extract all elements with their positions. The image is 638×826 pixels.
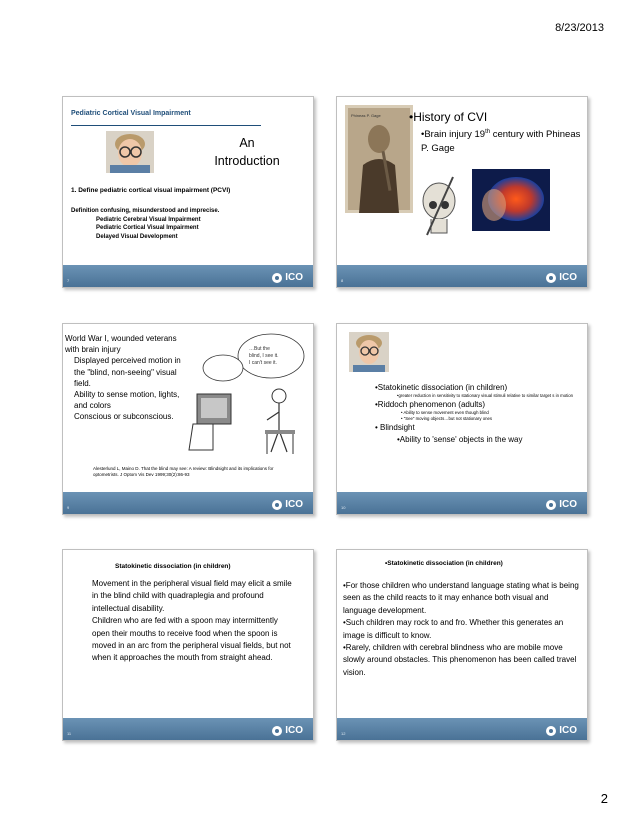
brain-injury-line: •Brain injury 19th century with Phineas P. Gage	[421, 129, 581, 154]
paragraph-1: •For those children who understand language stating what is being seen as the child reacts to it may enhance both visual and language development.	[343, 581, 579, 615]
ico-logo: ICO	[272, 725, 303, 736]
ico-logo: ICO	[546, 272, 577, 283]
globe-icon	[272, 726, 282, 736]
ico-logo: ICO	[546, 725, 577, 736]
intro-heading	[201, 134, 293, 170]
ico-logo: ICO	[272, 272, 303, 283]
slide-9	[62, 323, 314, 515]
slide-number: 7	[67, 278, 70, 283]
history-heading: •History of CVI	[409, 110, 488, 124]
svg-text:I can't see it.: I can't see it.	[249, 360, 277, 366]
paragraph-3: •Rarely, children with cerebral blindness who are mobile move slowly around obstacles. This phenomenon has been called travel vision.	[343, 642, 577, 677]
svg-text:Phineas P. Gage: Phineas P. Gage	[351, 113, 381, 118]
slide-number: 10	[341, 505, 346, 510]
wwi-line: World War I, wounded veterans with brain injury	[65, 334, 177, 355]
slide-number: 12	[341, 731, 346, 736]
riddoch-detail-1: • Ability to sense movement even though blind	[401, 410, 489, 416]
citation: Alesterlund L, Maino D. That the blind may see: A review: Blindsight and its implications for optometrists. J Optom Vis Dev 1999;30(2):86-93	[93, 466, 274, 478]
slide-footer	[63, 492, 313, 514]
sense-motion-line: Ability to sense motion, lights, and colors	[74, 389, 180, 411]
intro-word-an: An	[239, 136, 255, 150]
svg-text:blind, I see it.: blind, I see it.	[249, 353, 279, 359]
term-delayed: Delayed Visual Development	[96, 234, 178, 241]
title-rule	[71, 125, 261, 126]
define-item: 1. Define pediatric cortical visual impairment (PCVI)	[71, 187, 231, 194]
blindsight-bullet: • Blindsight	[375, 423, 415, 433]
slide-body	[92, 578, 292, 665]
brain-scan-image	[472, 169, 550, 231]
slide-footer	[63, 718, 313, 740]
blindsight-detail: •Ability to 'sense' objects in the way	[397, 434, 523, 444]
globe-icon	[546, 500, 556, 510]
slide-7	[62, 96, 314, 288]
riddoch-detail-2: • "See" moving objects…but not stationary ones	[401, 416, 493, 422]
globe-icon	[546, 273, 556, 283]
page-number: 2	[600, 791, 608, 806]
slide-8	[336, 96, 588, 288]
slide-number: 8	[341, 278, 344, 283]
perceived-motion-line: Displayed perceived motion in the "blind, non-seeing" visual field.	[74, 356, 181, 388]
page-date: 8/23/2013	[555, 22, 604, 34]
paragraph-2: •Such children may rock to and fro. Whether this generates an image is difficult to know.	[343, 618, 564, 640]
slide-12	[336, 549, 588, 741]
paragraph-1: Movement in the peripheral visual field may elicit a smile in the blind child with quadraplegia and profound intellectual disability.	[92, 579, 292, 613]
slide-footer	[63, 265, 313, 287]
slide-heading: •Statokinetic dissociation (in children)	[385, 560, 503, 567]
slide-10	[336, 323, 588, 515]
child-with-glasses-photo	[106, 131, 154, 173]
slide-footer	[337, 718, 587, 740]
paragraph-2: Children who are fed with a spoon may intermittently open their mouths to receive food when the spoon is moved in an arc from the peripheral visual fields, but not when it approaches the mouth from straight ahead.	[92, 616, 291, 663]
skull-illustration	[417, 175, 463, 247]
slide-footer	[337, 492, 587, 514]
ico-logo: ICO	[546, 499, 577, 510]
term-cerebral: Pediatric Cerebral Visual Impairment	[96, 216, 201, 223]
wwi-text	[65, 333, 185, 423]
slide-footer	[337, 265, 587, 287]
globe-icon	[546, 726, 556, 736]
slide-title: Pediatric Cortical Visual Impairment	[71, 110, 191, 117]
statokinetic-bullet: •Statokinetic dissociation (in children)	[375, 383, 508, 392]
conscious-line: Conscious or subconscious.	[74, 412, 174, 422]
slide-11	[62, 549, 314, 741]
term-cortical: Pediatric Cortical Visual Impairment	[96, 225, 199, 232]
globe-icon	[272, 500, 282, 510]
slide-number: 11	[67, 731, 72, 736]
child-with-glasses-photo	[349, 332, 389, 372]
definition-list	[71, 207, 219, 242]
slide-body	[343, 580, 581, 679]
definition-note: Definition confusing, misunderstood and imprecise.	[71, 208, 220, 214]
blindsight-cartoon	[183, 332, 308, 460]
intro-word-introduction: Introduction	[214, 154, 280, 169]
ico-logo: ICO	[272, 499, 303, 510]
slide-heading: Statokinetic dissociation (in children)	[115, 563, 231, 570]
bullet-list	[375, 382, 585, 445]
globe-icon	[272, 273, 282, 283]
statokinetic-detail: •greater reduction in sensitivity to stationary visual stimuli relative to similar target s in motion	[397, 393, 574, 399]
phineas-gage-photo	[345, 105, 413, 213]
riddoch-bullet: •Riddoch phenomenon (adults)	[375, 400, 485, 410]
svg-text:…But the: …But the	[249, 346, 270, 352]
slide-number: 9	[67, 505, 70, 510]
